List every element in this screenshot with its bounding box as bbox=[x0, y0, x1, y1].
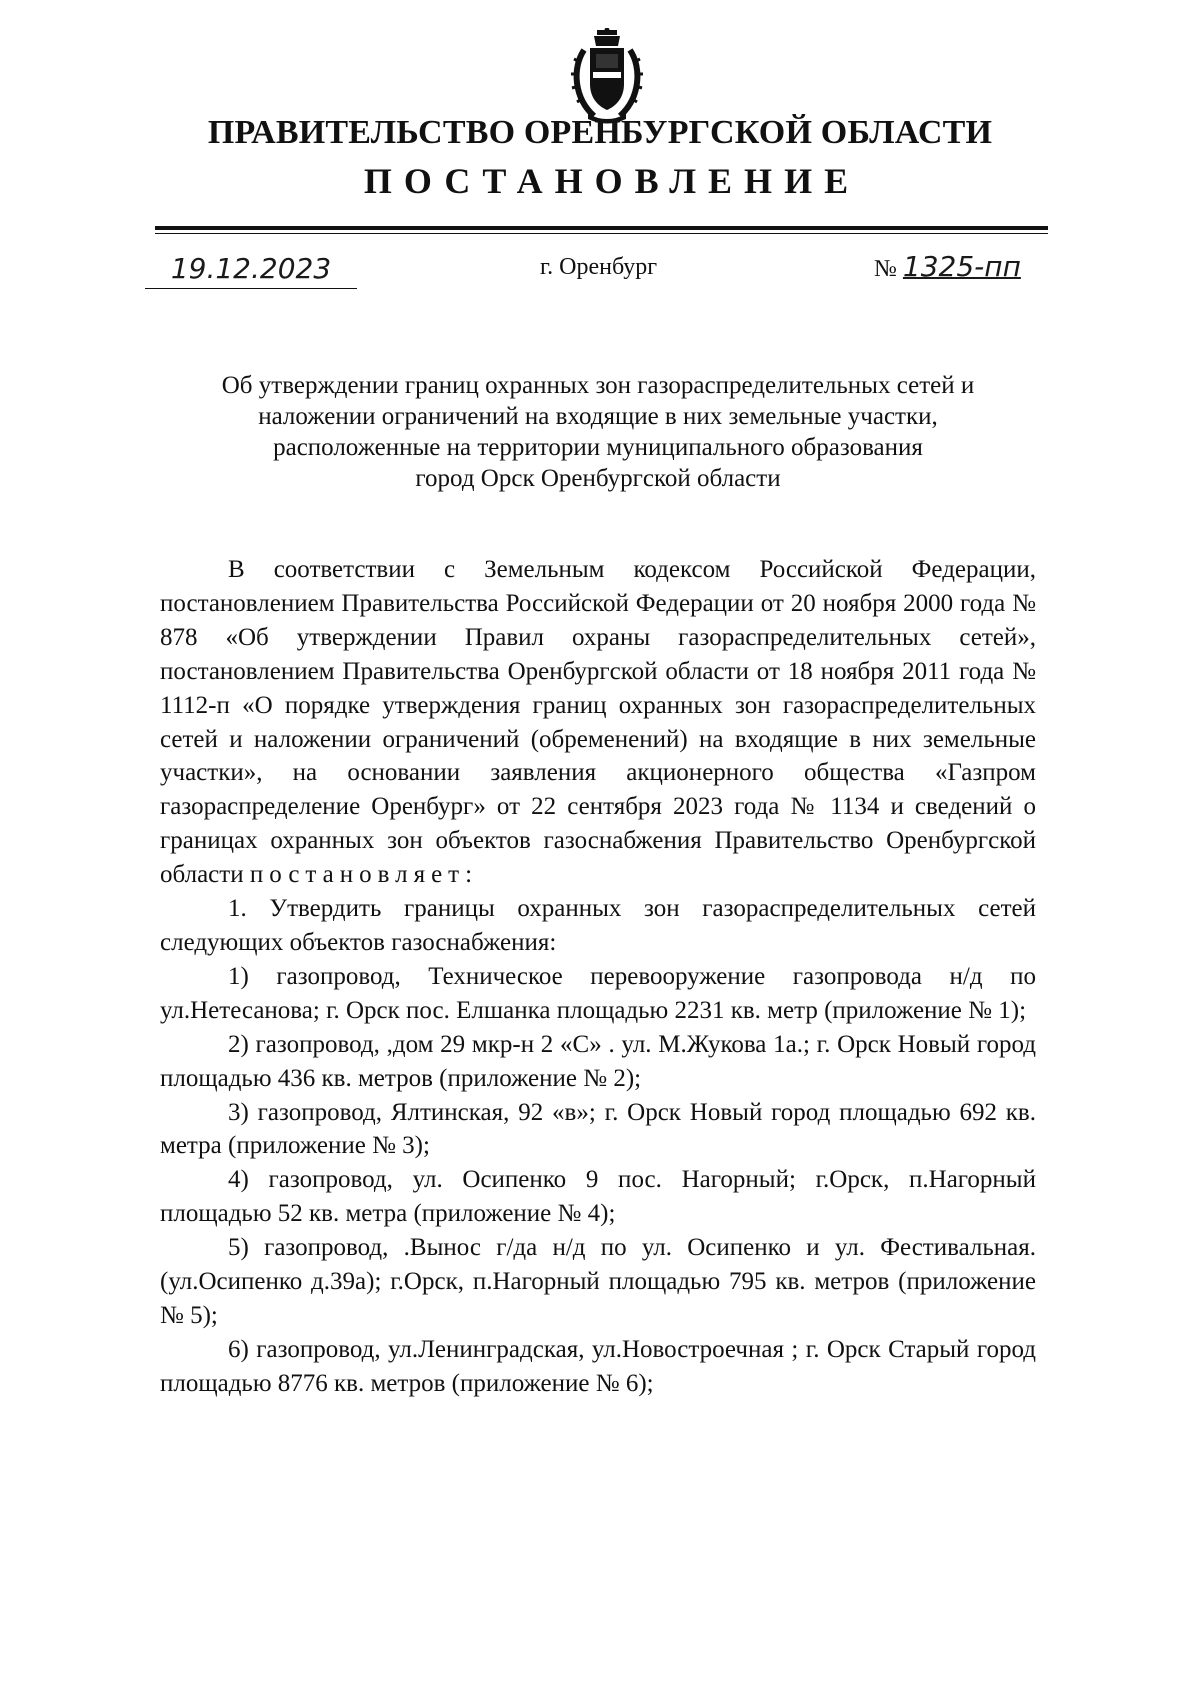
title-line: Об утверждении границ охранных зон газораспределительных сетей и bbox=[221, 372, 975, 399]
header-rule-thick bbox=[155, 226, 1048, 230]
list-item: 1) газопровод, Техническое перевооружение газопровода н/д по ул.Нетесанова; г. Орск пос. Елшанка площадью 2231 кв. метр (приложение № 1); bbox=[160, 962, 1036, 1024]
decree-word: постановляет: bbox=[249, 861, 479, 889]
number-prefix: № bbox=[874, 256, 897, 282]
list-item: 4) газопровод, ул. Осипенко 9 пос. Нагорный; г.Орск, п.Нагорный площадью 52 кв. метра (приложение № 4); bbox=[160, 1166, 1036, 1228]
preamble-text: В соответствии с Земельным кодексом Российской Федерации, постановлением Правительства Российской Федерации от 20 ноября 2000 года № 878 «Об утверждении Правил охраны газораспределительных сетей», постановлением Правительства Оренбургской области от 18 ноября 2011 года № 1112-п «О порядке утверждения границ охранных зон газораспределительных сетей и наложении ограничений (обременений) на входящие в них земельные участки», на основании заявления акционерного общества «Газпром газораспределение Оренбург» от 22 сентября 2023 года № 1134 и сведений о границах охранных зон объектов газоснабжения Правительство Оренбургской области bbox=[160, 556, 1036, 889]
document-city: г. Оренбург bbox=[540, 254, 658, 280]
title-line: наложении ограничений на входящие в них земельные участки, bbox=[258, 403, 938, 430]
preamble-paragraph bbox=[160, 553, 1036, 892]
clause-1: 1. Утвердить границы охранных зон газораспределительных сетей следующих объектов газоснабжения: bbox=[160, 895, 1036, 956]
document-number bbox=[874, 250, 1021, 283]
document-title bbox=[160, 370, 1036, 494]
orenburg-coat-of-arms-icon bbox=[570, 28, 644, 124]
list-item: 2) газопровод, ,дом 29 мкр-н 2 «С» . ул. М.Жукова 1а.; г. Орск Новый город площадью 436 кв. метров (приложение № 2); bbox=[160, 1030, 1036, 1092]
list-item: 5) газопровод, .Вынос г/да н/д по ул. Осипенко и ул. Фестивальная. (ул.Осипенко д.39а); г.Орск, п.Нагорный площадью 795 кв. метров (приложение № 5); bbox=[160, 1234, 1036, 1329]
title-line: расположенные на территории муниципального образования bbox=[273, 434, 923, 461]
document-body bbox=[160, 553, 1036, 1401]
list-item: 6) газопровод, ул.Ленинградская, ул.Новостроечная ; г. Орск Старый город площадью 8776 кв. метров (приложение № 6); bbox=[160, 1335, 1036, 1397]
list-item: 3) газопровод, Ялтинская, 92 «в»; г. Орск Новый город площадью 692 кв. метра (приложение № 3); bbox=[160, 1098, 1036, 1160]
document-date: 19.12.2023 bbox=[145, 252, 357, 289]
document-type: ПОСТАНОВЛЕНИЕ bbox=[363, 161, 861, 201]
header-rule-thin bbox=[155, 233, 1048, 234]
number-value: 1325-пп bbox=[902, 250, 1021, 283]
organization-name: ПРАВИТЕЛЬСТВО ОРЕНБУРГСКОЙ ОБЛАСТИ bbox=[207, 114, 993, 151]
title-line: город Орск Оренбургской области bbox=[415, 465, 781, 492]
